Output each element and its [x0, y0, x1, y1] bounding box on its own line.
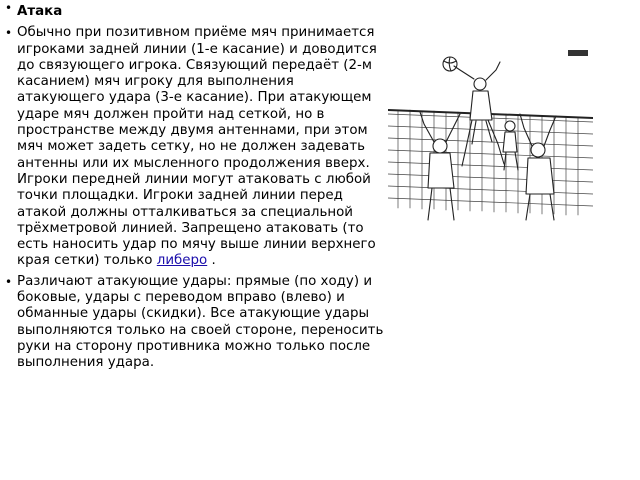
article-content: [0, 0, 384, 372]
libero-link[interactable]: либеро: [156, 253, 208, 269]
paragraph-1-text: Обычно при позитивном приёме мяч принимается игроками задней линии (1-е касание) и доводится до связующего игрока. Связующий передаёт (2-м касанием) мяч игроку для выполнения атакующего удара (3-е касание). При атакующем ударе мяч должен пройти над сеткой, но в пространстве между двумя антеннами, при этом мяч может задеть сетку, но не должен задевать антенны или их мысленного продолжения вверх. Игроки передней линии могут атаковать с любой точки площадки. Игроки задней линии перед атакой должны отталкиваться за специальной трёхметровой линией. Запрещено атаковать (то есть наносить удар по мячу выше линии верхнего края сетки) только: [17, 25, 377, 269]
list-item-paragraph-1: [0, 25, 384, 269]
bullet-list: [0, 0, 384, 372]
paragraph-1-end: .: [207, 253, 216, 269]
paragraph-2-text: Различают атакующие удары: прямые (по ходу) и боковые, удары с переводом вправо (влево) и обманные удары (скидки). Все атакующие удары выполняются только на своей стороне, переносить руки на сторону противника можно только после выполнения удара.: [17, 273, 384, 371]
section-heading: Атака: [17, 4, 63, 19]
list-item-paragraph-2: [0, 274, 384, 372]
volleyball-sketch-icon: [388, 48, 593, 223]
list-item-heading: [0, 0, 384, 20]
volleyball-illustration: [388, 48, 593, 223]
